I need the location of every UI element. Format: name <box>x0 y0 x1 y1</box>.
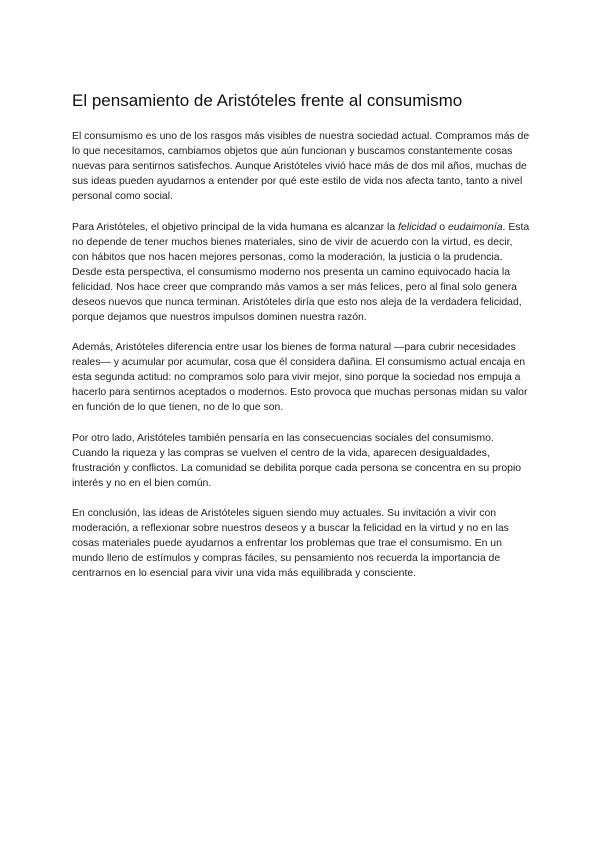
document-title: El pensamiento de Aristóteles frente al consumismo <box>72 91 463 110</box>
paragraph-consecuencias: Por otro lado, Aristóteles también pensaría en las consecuencias sociales del consumismo. Cuando la riqueza y las compras se vuelven el centro de la vida, aparecen desigualdades, frustración y conflictos. La comunidad se debilita porque cada persona se concentra en su propio interés y no en el bien común. <box>72 432 522 489</box>
paragraph-text: o <box>436 221 448 233</box>
term-eudaimonia: eudaimonía <box>447 221 503 233</box>
paragraph-text: Para Aristóteles, el objetivo principal de la vida humana es alcanzar la <box>72 221 399 233</box>
paragraph-conclusion: En conclusión, las ideas de Aristóteles siguen siendo muy actuales. Su invitación a vivir con moderación, a reflexionar sobre nuestros deseos y a buscar la felicidad en la virtud y no en las cosas materiales puede ayudarnos a enfrentar los problemas que trae el consumismo. En un mundo lleno de estímulos y compras fáciles, su pensamiento nos recuerda la importancia de centrarnos en lo esencial para vivir una vida más equilibrada y consciente. <box>72 508 509 579</box>
term-felicidad: felicidad <box>398 221 437 233</box>
paragraph-felicidad <box>72 220 532 325</box>
paragraph-bienes: Además, Aristóteles diferencia entre usar los bienes de forma natural —para cubrir necesidades reales— y acumular por acumular, cosa que él considera dañina. El consumismo actual encaja en esta segunda actitud: no compramos solo para vivir mejor, sino porque la sociedad nos empuja a hacerlo para sentirnos aceptados o modernos. Esto provoca que muchas personas midan su valor en función de lo que tienen, no de lo que son. <box>72 342 528 413</box>
paragraph-intro: El consumismo es uno de los rasgos más visibles de nuestra sociedad actual. Compramos más de lo que necesitamos, cambiamos objetos que aún funcionan y buscamos constantemente cosas nuevas para sentirnos satisfechos. Aunque Aristóteles vivió hace más de dos mil años, muchas de sus ideas pueden ayudarnos a entender por qué este estilo de vida nos afecta tanto, tanto a nivel personal como social. <box>72 131 530 202</box>
document-body <box>72 89 532 597</box>
paragraph-text: . Esta no depende de tener muchos bienes materiales, sino de vivir de acuerdo con la virtud, es decir, con hábitos que nos hacen mejores personas, como la moderación, la justicia o la prudencia. Desde esta perspectiva, el consumismo moderno nos presenta un camino equivocado hacia la felicidad. Nos hace creer que comprando más vamos a ser más felices, pero al final solo genera deseos nuevos que nunca terminan. Aristóteles diría que esto nos aleja de la verdadera felicidad, porque dejamos que nuestros impulsos dominen nuestra razón. <box>72 221 530 323</box>
